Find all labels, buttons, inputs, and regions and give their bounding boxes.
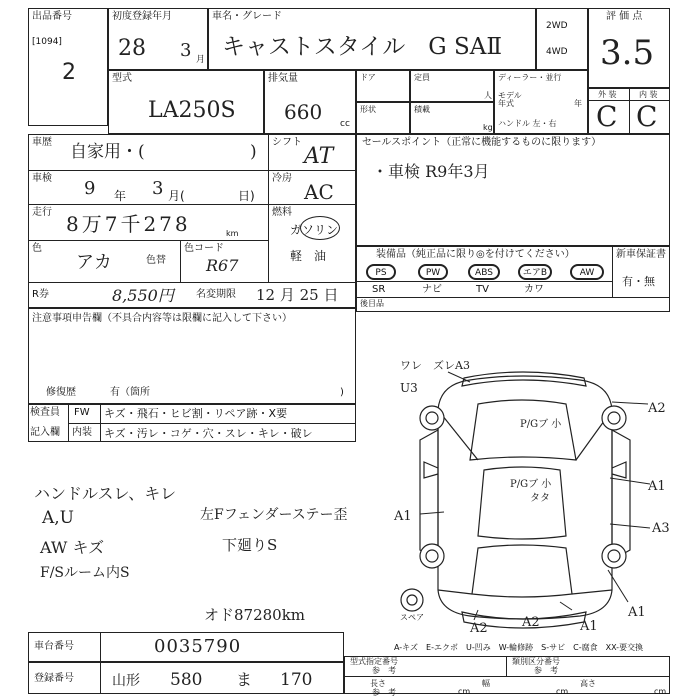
inspection-day-unit: 日)	[238, 189, 255, 203]
displacement-value: 660	[284, 100, 323, 124]
mark-u3: U3	[400, 381, 418, 395]
inspector-entry-label: 記入欄	[30, 427, 60, 438]
mark-hood-note: P/Gブ 小	[520, 419, 562, 430]
equip-sr: SR	[372, 284, 386, 295]
drive-2wd: 2WD	[546, 21, 568, 31]
door-label: ドア	[360, 73, 376, 82]
lot-number: 2	[62, 60, 76, 85]
plate-number: 170	[280, 670, 313, 690]
inspection-year: 9	[84, 178, 96, 199]
length-label: 長さ	[370, 679, 386, 688]
first-registration-label: 初度登録年月	[112, 11, 172, 22]
displacement-label: 排気量	[268, 73, 298, 84]
equip-aw: AW	[570, 264, 604, 280]
category-label: 類別区分番号	[512, 657, 560, 666]
mileage-value: 8万7千278	[66, 212, 191, 236]
ref-label-2: 参 考	[534, 666, 558, 675]
plate-label: 登録番号	[34, 673, 74, 684]
dealer-label: ディーラー・並行	[498, 73, 562, 82]
hw-note-1: ハンドルスレ、キレ	[34, 484, 177, 503]
exterior-grade: C	[596, 100, 618, 133]
hw-note-5: 左Fフェンダーステー歪	[200, 507, 348, 523]
equip-tv: TV	[476, 284, 489, 295]
color-code-value: R67	[206, 256, 239, 275]
hw-note-2: A,U	[42, 508, 75, 528]
inspection-month-unit: 月(	[168, 189, 185, 203]
mark-a1-bottom-center: A1	[580, 619, 598, 634]
spec-no-label: 型式指定番号	[350, 657, 398, 666]
sales-point-label: セールスポイント（正常に機能するものに限ります）	[362, 137, 602, 148]
width-label: 幅	[482, 679, 490, 688]
inspection-year-unit: 年	[114, 189, 127, 203]
rear-seat-label: 後目品	[360, 299, 384, 308]
fuel-label: 燃料	[272, 207, 292, 218]
inspection-month: 3	[152, 178, 164, 199]
interior-items-label: 内装	[72, 427, 92, 438]
warranty-options: 有・無	[622, 275, 655, 288]
mark-a2-bottom-right: A2	[522, 615, 540, 630]
sales-point-content: ・車検 R9年3月	[372, 162, 490, 181]
height-label: 高さ	[580, 679, 596, 688]
mark-top-left: ワレ ズレA3	[400, 359, 470, 372]
color-value: アカ	[76, 252, 112, 273]
lot-code: [1094]	[32, 37, 62, 47]
fw-items: キズ・飛石・ヒビ割・リペア跡・X要	[104, 407, 288, 420]
equip-leather: カワ	[524, 284, 544, 295]
cm-unit-2: cm	[556, 687, 569, 696]
mark-a1-right: A1	[648, 479, 666, 494]
lot-number-label: 出品番号	[32, 11, 72, 22]
aircon-label: 冷房	[272, 173, 292, 184]
equip-pw: PW	[418, 264, 448, 280]
plate-class: 580	[170, 670, 203, 690]
equipment-label: 装備品（純正品に限り◎を付けてください）	[376, 249, 575, 260]
interior-items: キズ・汚レ・コゲ・穴・スレ・キレ・破レ	[104, 427, 313, 440]
type-value: LA250S	[148, 98, 236, 123]
color-code-label: 色コード	[184, 243, 224, 254]
registration-month: 3	[180, 40, 192, 61]
mark-a2-right: A2	[648, 401, 666, 416]
capacity-unit: 人	[484, 91, 492, 100]
mark-a2-bottom: A2	[470, 621, 488, 636]
mark-roof-note-2: タタ	[530, 493, 550, 504]
history-value: 自家用・(	[70, 142, 145, 162]
equip-navi: ナビ	[422, 284, 442, 295]
recycle-label: R券	[32, 289, 49, 300]
cm-unit-1: cm	[458, 687, 471, 696]
registration-year: 28	[118, 36, 146, 61]
expiry-label: 名変期限	[196, 289, 236, 300]
repair-value: 有（箇所	[110, 387, 150, 398]
mark-a1-bottom-right: A1	[628, 605, 646, 620]
shift-value: AT	[304, 144, 334, 169]
score-value: 3.5	[600, 33, 655, 73]
chassis-label: 車台番号	[34, 641, 74, 652]
interior-grade: C	[636, 100, 658, 133]
equip-ps: PS	[366, 264, 396, 280]
expiry-value: 12 月 25 日	[256, 286, 339, 304]
mark-a1-left: A1	[394, 509, 412, 524]
mark-roof-note: P/Gブ 小	[510, 479, 552, 490]
handle-label: ハンドル 左・右	[498, 119, 557, 128]
load-label: 積載	[414, 105, 430, 114]
model-label: 車名・グレード	[212, 11, 282, 22]
inspection-label: 車検	[32, 173, 52, 184]
kg-unit: kg	[483, 123, 493, 132]
warranty-label: 新車保証書	[616, 249, 666, 260]
cm-unit-3: cm	[654, 687, 667, 696]
year-unit: 年	[574, 99, 582, 108]
fuel-diesel: 軽 油	[290, 249, 327, 263]
diagram-legend: A-キズ E-エクボ U-凹み W-輪修跡 S-サビ C-腐食 XX-要交換	[394, 643, 644, 652]
hw-note-6: 下廻りS	[222, 536, 278, 554]
hw-note-4: F/Sルーム内S	[40, 565, 130, 581]
interior-label: 内 装	[639, 90, 658, 99]
hw-note-3: AW キズ	[40, 538, 105, 557]
month-unit: 月	[196, 55, 206, 65]
mileage-label: 走行	[32, 207, 52, 218]
repair-label: 修復歴	[46, 387, 76, 398]
spare-label: スペア	[400, 613, 424, 622]
shape-label: 形状	[360, 105, 376, 114]
color-label: 色	[32, 243, 42, 254]
mark-a3-right: A3	[652, 521, 670, 536]
history-close: )	[250, 142, 257, 162]
fw-label: FW	[74, 407, 90, 418]
color-change-label: 色替	[146, 255, 166, 266]
model-year-label: モデル 年式	[498, 91, 522, 108]
ref-label-1: 参 考	[372, 666, 396, 675]
plate-region: 山形	[112, 673, 140, 689]
hw-note-7: オド87280km	[204, 606, 306, 624]
shift-label: シフト	[272, 137, 302, 148]
plate-kana: ま	[236, 670, 253, 689]
km-unit: km	[226, 229, 239, 238]
equip-airbag: エアB	[518, 264, 552, 280]
equip-abs: ABS	[468, 264, 500, 280]
chassis-value: 0035790	[154, 636, 242, 657]
fuel-gasoline: ガソリン	[290, 223, 339, 237]
recycle-value: 8,550円	[112, 286, 174, 305]
inspector-label: 検査員	[30, 407, 60, 418]
ref-label-3: 参 考	[372, 688, 396, 697]
aircon-value: AC	[304, 180, 334, 204]
repair-close: )	[340, 387, 344, 398]
drive-4wd: 4WD	[546, 47, 568, 57]
model-name: キャストスタイル G SAⅡ	[222, 34, 502, 60]
cc-unit: cc	[340, 119, 350, 129]
exterior-label: 外 装	[598, 90, 617, 99]
history-label: 車歴	[32, 137, 52, 148]
type-label: 型式	[112, 73, 132, 84]
notes-label: 注意事項申告欄（不具合内容等は限欄に記入して下さい）	[32, 313, 292, 324]
capacity-label: 定員	[414, 73, 430, 82]
score-label: 評 価 点	[606, 11, 643, 22]
